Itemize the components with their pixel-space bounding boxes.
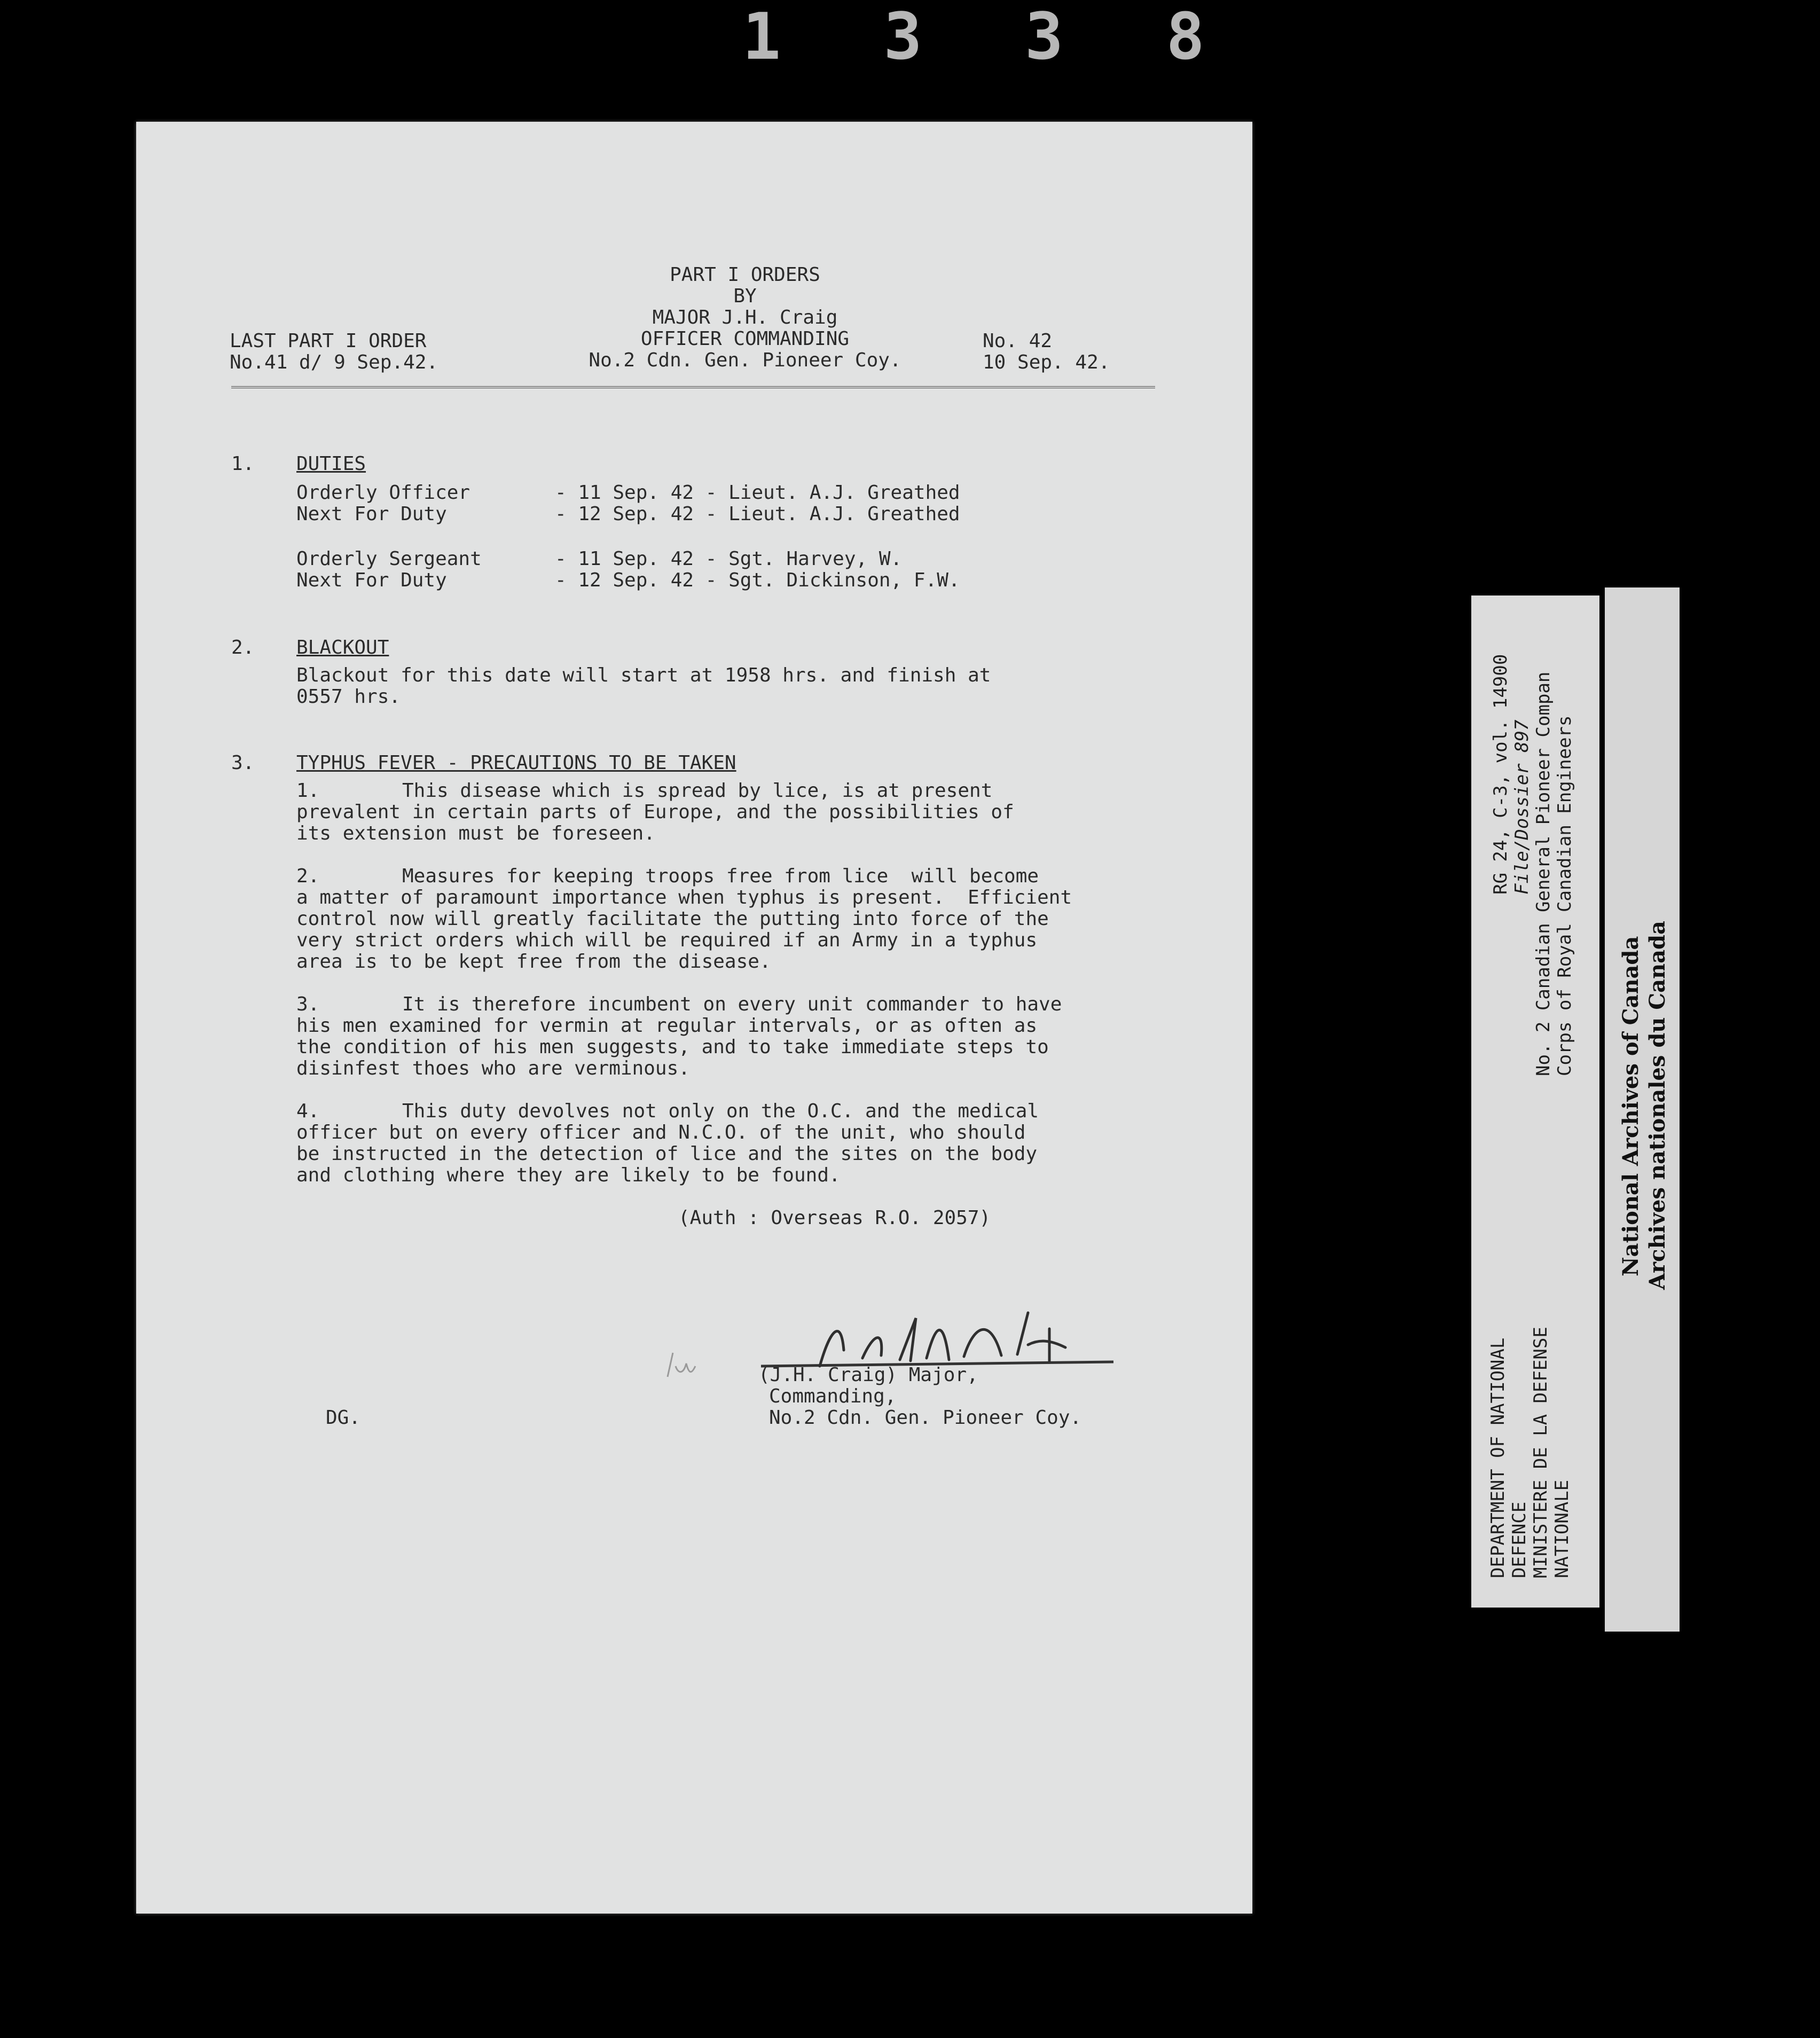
typhus-para-4-line-3: be instructed in the detection of lice and the sites on the body bbox=[296, 1143, 1038, 1165]
typhus-para-4-line-1: This duty devolves not only on the O.C. and the medical bbox=[402, 1100, 1039, 1122]
section-1-number: 1. bbox=[231, 453, 255, 475]
heading-divider bbox=[231, 386, 1155, 390]
archives-name-fr: Archives nationales du Canada bbox=[1645, 921, 1670, 1290]
document-page bbox=[136, 122, 1252, 1914]
archive-dept-line-3: MINISTERE DE LA DEFENSE bbox=[1530, 1327, 1551, 1578]
typist-initials: DG. bbox=[326, 1407, 361, 1429]
archive-dept-line-2: DEFENCE bbox=[1509, 1501, 1530, 1578]
national-archives-label bbox=[1605, 587, 1680, 1632]
typhus-para-2-line-3: control now will greatly facilitate the putting into force of the bbox=[296, 908, 1049, 930]
initials-mark bbox=[662, 1345, 700, 1382]
last-order-label: LAST PART I ORDER bbox=[230, 330, 427, 352]
typhus-para-1-line-1: This disease which is spread by lice, is at present bbox=[402, 780, 993, 802]
typhus-para-2-line-4: very strict orders which will be required if an Army in a typhus bbox=[296, 929, 1038, 951]
heading-title: PART I ORDERS bbox=[670, 264, 820, 286]
archive-ref-volume: RG 24, C-3, vol. 14900 bbox=[1490, 654, 1511, 895]
typhus-para-4-line-4: and clothing where they are likely to be found. bbox=[296, 1164, 841, 1186]
duty-entry-3: - 11 Sep. 42 - Sgt. Harvey, W. bbox=[555, 548, 903, 570]
archive-reference-label bbox=[1471, 595, 1599, 1608]
typhus-para-3-number: 3. bbox=[296, 993, 320, 1015]
last-order-ref: No.41 d/ 9 Sep.42. bbox=[230, 351, 438, 373]
heading-officer-role: OFFICER COMMANDING bbox=[640, 328, 850, 350]
duty-entry-4: - 12 Sep. 42 - Sgt. Dickinson, F.W. bbox=[555, 569, 960, 591]
signature-unit: No.2 Cdn. Gen. Pioneer Coy. bbox=[769, 1407, 1082, 1429]
authority-reference: (Auth : Overseas R.O. 2057) bbox=[678, 1207, 991, 1229]
typhus-para-1-line-3: its extension must be foreseen. bbox=[296, 822, 655, 844]
section-1-title: DUTIES bbox=[296, 453, 366, 475]
duty-entry-1: - 11 Sep. 42 - Lieut. A.J. Greathed bbox=[555, 482, 960, 504]
typhus-para-1-number: 1. bbox=[296, 780, 320, 802]
typhus-para-3-line-4: disinfest thoes who are verminous. bbox=[296, 1057, 690, 1079]
duty-entry-2: - 12 Sep. 42 - Lieut. A.J. Greathed bbox=[555, 503, 960, 525]
duty-role-3: Orderly Sergeant bbox=[296, 548, 482, 570]
duty-role-2: Next For Duty bbox=[296, 503, 447, 525]
duty-role-1: Orderly Officer bbox=[296, 482, 470, 504]
part-one-orders bbox=[136, 122, 1252, 1914]
frame-number: 1 3 3 8 bbox=[742, 0, 1237, 74]
archives-name-en: National Archives of Canada bbox=[1618, 936, 1643, 1276]
blackout-line-1: Blackout for this date will start at 1958 hrs. and finish at bbox=[296, 664, 991, 686]
archive-dept-line-1: DEPARTMENT OF NATIONAL bbox=[1487, 1337, 1509, 1578]
section-3-title: TYPHUS FEVER - PRECAUTIONS TO BE TAKEN bbox=[296, 752, 736, 774]
section-3-number: 3. bbox=[231, 752, 255, 774]
typhus-para-2-number: 2. bbox=[296, 865, 320, 887]
typhus-para-2-line-5: area is to be kept free from the disease. bbox=[296, 951, 771, 973]
duty-role-4: Next For Duty bbox=[296, 569, 447, 591]
signature-name: (J.H. Craig) Major, bbox=[758, 1364, 978, 1386]
signature-role: Commanding, bbox=[769, 1385, 897, 1407]
typhus-para-4-number: 4. bbox=[296, 1100, 320, 1122]
heading-unit: No.2 Cdn. Gen. Pioneer Coy. bbox=[589, 349, 901, 371]
typhus-para-2-line-1: Measures for keeping troops free from lice will become bbox=[402, 865, 1039, 887]
archive-unit-line-1: No. 2 Canadian General Pioneer Compan bbox=[1533, 671, 1554, 1076]
blackout-line-2: 0557 hrs. bbox=[296, 686, 401, 708]
heading-officer-name: MAJOR J.H. Craig bbox=[652, 307, 838, 328]
typhus-para-1-line-2: prevalent in certain parts of Europe, and the possibilities of bbox=[296, 801, 1014, 823]
archive-ref-file: File/Dossier 897 bbox=[1511, 719, 1533, 895]
section-2-number: 2. bbox=[231, 637, 255, 659]
archive-unit-line-2: Corps of Royal Canadian Engineers bbox=[1554, 715, 1575, 1076]
order-date: 10 Sep. 42. bbox=[983, 351, 1110, 373]
section-2-title: BLACKOUT bbox=[296, 637, 389, 659]
typhus-para-4-line-2: officer but on every officer and N.C.O. of the unit, who should bbox=[296, 1122, 1026, 1143]
order-number: No. 42 bbox=[983, 330, 1053, 352]
archive-dept-line-4: NATIONALE bbox=[1551, 1479, 1573, 1578]
typhus-para-2-line-2: a matter of paramount importance when typhus is present. Efficient bbox=[296, 887, 1072, 908]
typhus-para-3-line-1: It is therefore incumbent on every unit commander to have bbox=[402, 993, 1062, 1015]
heading-by: BY bbox=[733, 285, 757, 307]
typhus-para-3-line-2: his men examined for vermin at regular intervals, or as often as bbox=[296, 1015, 1038, 1037]
typhus-para-3-line-3: the condition of his men suggests, and to take immediate steps to bbox=[296, 1036, 1049, 1058]
